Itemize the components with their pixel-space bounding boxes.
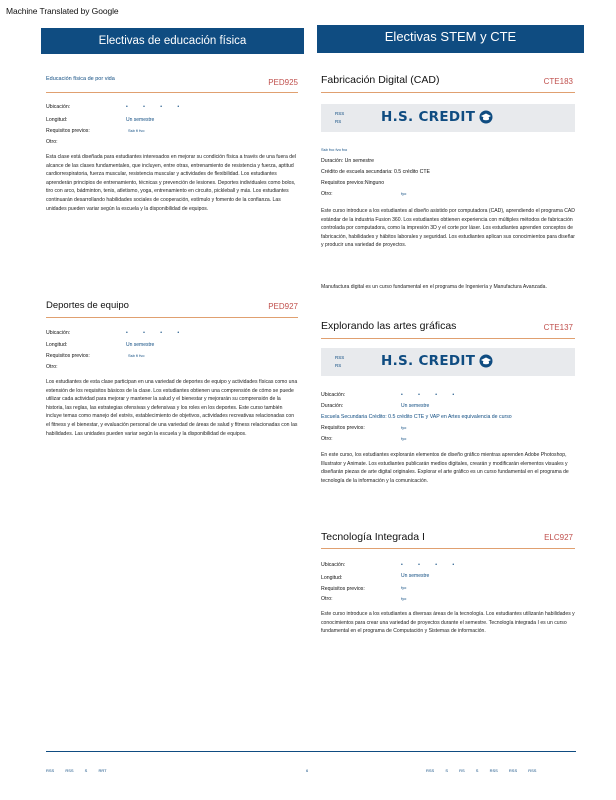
digital-fab-code: CTE183: [543, 77, 573, 86]
graphic-arts-other-label: Otro:: [321, 436, 333, 442]
pe-course-rule: [46, 92, 298, 93]
integrated-length-label: Longitud:: [321, 575, 343, 581]
integrated-prereq-label: Requisitos previos:: [321, 586, 365, 592]
pe-electives-banner: Electivas de educación física: [41, 28, 304, 54]
pe-course-description: Esta clase está diseñada para estudiantes interesados en mejorar su condición física a través de una fuera del alcance de las clases fundamentales, que incluyen, entre otras, entrenamiento de resistencia y fuerza, aptitud cardiorrespiratoria, fuerza muscular, resistencia muscular y actividades de flexibilidad. Los estudiantes aprenderán principios de entrenamiento, técnicas y prevención de lesiones. Deportes individuales como bolos, tiro con arco, bádminton, tenis, atletismo, yoga, entrenamiento en circuito, pickleball y más. Los estudiantes continuarán desarrollando habilidades sociales de cooperación, estímulo y fomento de la confianza. Las unidades pueden variar según la escuela y la disponibilidad de equipos.: [46, 154, 297, 212]
footer-rule: [46, 751, 576, 752]
footer-right: RSS S RS S RSS RSS RSS: [426, 768, 537, 773]
digital-fab-other-label: Otro:: [321, 191, 333, 197]
integrated-location-label: Ubicación:: [321, 562, 346, 568]
integrated-other-value: fyo: [401, 596, 407, 601]
credit-left-line1: RSS: [335, 111, 345, 116]
graduation-cap-icon: [478, 354, 494, 368]
graphic-arts-credit-line: Escuela Secundaria Crédito: 0.5 crédito CTE y VAP en Artes equivalencia de curso: [321, 414, 512, 420]
pe-location-value: • • • •: [126, 104, 187, 110]
digital-fab-duration: Duración: Un semestre: [321, 158, 375, 164]
team-length-value: Un semestre: [126, 342, 155, 348]
pe-prereq-label: Requisitos previos:: [46, 128, 90, 134]
digital-fab-rule: [321, 92, 575, 93]
digital-fab-title: Fabricación Digital (CAD): [321, 74, 440, 86]
graphic-arts-duration-value: Un semestre: [401, 403, 430, 409]
graphic-arts-prereq-label: Requisitos previos:: [321, 425, 365, 431]
integrated-other-label: Otro:: [321, 596, 333, 602]
footer-page-number: 6: [306, 768, 309, 773]
footer-left: RSS RSS S RRT: [46, 768, 107, 773]
team-other-label: Otro:: [46, 364, 58, 370]
hs-credit-logo: H.S. CREDIT: [381, 353, 494, 369]
team-sports-rule: [46, 317, 298, 318]
graphic-arts-code: CTE137: [543, 323, 573, 332]
integrated-tech-rule: [321, 548, 575, 549]
credit-left-line2: RS: [335, 119, 342, 124]
pe-length-label: Longitud:: [46, 117, 68, 123]
graphic-arts-rule: [321, 338, 575, 339]
credit-left-line2: RS: [335, 363, 342, 368]
graphic-arts-location-label: Ubicación:: [321, 392, 346, 398]
digital-fab-tiny-line: Ssb fvo fvo fvo: [321, 147, 348, 152]
integrated-location-value: • • • •: [401, 562, 462, 568]
digital-fab-pathway: Manufactura digital es un curso fundamental en el programa de Ingeniería y Manufactura Avanzada.: [321, 284, 547, 290]
digital-fab-prereq: Requisitos previos:Ninguno: [321, 180, 385, 186]
team-sports-description: Los estudiantes de esta clase participan en una variedad de deportes de equipo y actividades físicas como una extensión de los requisitos básicos de la clase. Los estudiantes obtienen una comprensión de cómo se puede utilizar cada actividad para mejorar y mantener la salud y el bienestar y mejorarán su comprensión de la historia, las reglas, las estrategias ofensivas y defensivas y los roles en los deportes. Este curso también incluye temas como manejo del estrés, establecimiento de objetivos, actividades recreativas relacionadas con el fitness y el bienestar, y evaluación personal de una variedad de áreas de salud y fitness relacionadas con las habilidades. Las unidades pueden variar según la escuela y la disponibilidad de equipos.: [46, 379, 298, 437]
pe-course-subtitle: Educación física de por vida: [46, 76, 115, 82]
graphic-arts-duration-label: Duración:: [321, 403, 344, 409]
graphic-arts-other-value: fyo: [401, 436, 407, 441]
hs-credit-logo: H.S. CREDIT: [381, 109, 494, 125]
pe-other-label: Otro:: [46, 139, 58, 145]
integrated-length-value: Un semestre: [401, 573, 430, 579]
pe-length-value: Un semestre: [126, 117, 155, 123]
digital-fab-description: Este curso introduce a los estudiantes al diseño asistido por computadora (CAD), aprendiendo el programa CAD estándar de la industria Fusion 360. Los estudiantes obtienen experiencia con múltiples métodos de fabricación controlada por computadora, como la impresión 3D y el corte por láser. Los estudiantes aprenden conceptos de fabricación, habilidades y hábitos laborales y seguridad. Los estudiantes aplican sus conocimientos para diseñar y producir una variedad de proyectos.: [321, 208, 575, 249]
digital-fab-credit-line: Crédito de escuela secundaria: 0.5 crédito CTE: [321, 169, 430, 175]
graphic-arts-location-value: • • • •: [401, 392, 462, 398]
machine-translated-label: Machine Translated by Google: [6, 6, 119, 16]
graphic-arts-credit-banner: [321, 348, 575, 376]
integrated-prereq-value: fyo: [401, 585, 407, 590]
integrated-tech-code: ELC927: [544, 533, 573, 542]
team-sports-code: PED927: [268, 302, 298, 311]
pe-prereq-value: Ssb fi fvo: [128, 128, 145, 133]
team-location-value: • • • •: [126, 330, 187, 336]
integrated-tech-title: Tecnología Integrada I: [321, 531, 425, 543]
team-prereq-label: Requisitos previos:: [46, 353, 90, 359]
graphic-arts-prereq-value: fyo: [401, 425, 407, 430]
digital-fab-other-value: fyo: [401, 191, 407, 196]
team-location-label: Ubicación:: [46, 330, 71, 336]
digital-fab-credit-banner: [321, 104, 575, 132]
graduation-cap-icon: [478, 110, 494, 124]
pe-course-code: PED925: [268, 78, 298, 87]
integrated-tech-description: Este curso introduce a los estudiantes a diversas áreas de la tecnología. Los estudiantes utilizarán habilidades y conocimientos para crear una variedad de proyectos durante el semestre. Tecnología integrada I es un curso fundamental en el programa de Computación y Sistemas de información.: [321, 611, 575, 635]
graphic-arts-title: Explorando las artes gráficas: [321, 320, 457, 332]
pe-location-label: Ubicación:: [46, 104, 71, 110]
graphic-arts-description: En este curso, los estudiantes explorarán elementos de diseño gráfico mientras aprenden Adobe Photoshop, Illustrator y Animate. Los estudiantes publicarán medios digitales, crearán y modificarán elementos visuales y diseñarán piezas de arte digital originales. Explorar el arte gráfico es un curso fundamental en el programa de tecnología de la información y la comunicación.: [321, 452, 569, 484]
team-sports-title: Deportes de equipo: [46, 300, 129, 311]
stem-cte-banner: Electivas STEM y CTE: [317, 25, 584, 53]
credit-left-line1: RSS: [335, 355, 345, 360]
team-prereq-value: Ssb fi fvo: [128, 353, 145, 358]
team-length-label: Longitud:: [46, 342, 68, 348]
